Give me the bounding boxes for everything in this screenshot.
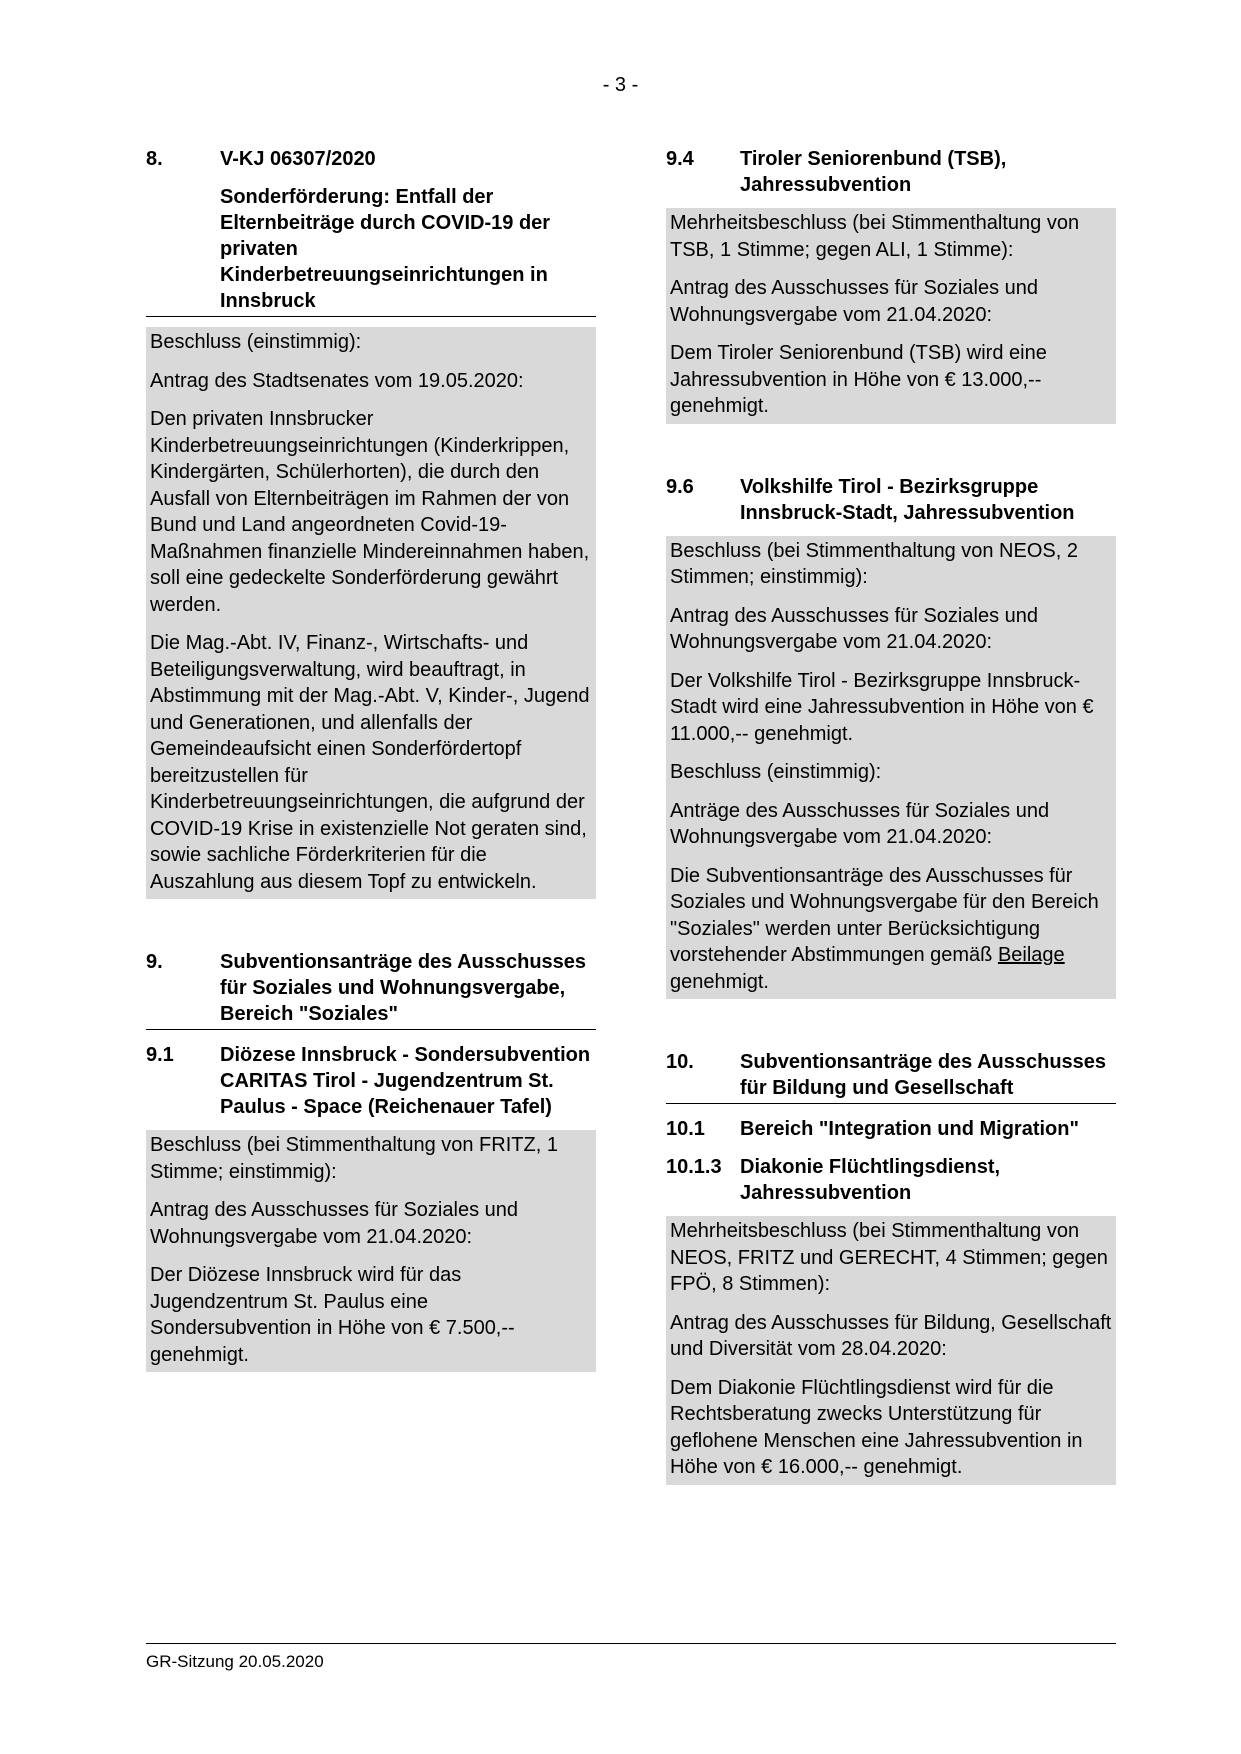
resolution-text: Mehrheitsbeschluss (bei Stimmenthaltung von NEOS, FRITZ und GERECHT, 4 Stimmen; gegen FPÖ, 8 Stimmen):	[670, 1220, 1108, 1295]
motion-text: Antrag des Ausschusses für Soziales und Wohnungsvergabe vom 21.04.2020:	[670, 277, 1038, 326]
section-title: Diözese Innsbruck - Sondersubvention CARITAS Tirol - Jugendzentrum St. Paulus - Space (Reichenauer Tafel)	[220, 1044, 591, 1118]
section-10	[666, 1049, 1116, 1104]
motion-text: Antrag des Ausschusses für Soziales und Wohnungsvergabe vom 21.04.2020:	[150, 1199, 518, 1248]
section-title: Subventionsanträge des Ausschusses für Bildung und Gesellschaft	[740, 1051, 1107, 1099]
section-number: 10.1	[666, 1118, 705, 1140]
section-title: Sonderförderung: Entfall der Elternbeiträge durch COVID-19 der privaten Kinderbetreuungseinrichtungen in Innsbruck	[146, 184, 596, 317]
section-number: 9.1	[146, 1044, 174, 1066]
attachment-link[interactable]: Beilage	[997, 944, 1065, 966]
body-text	[670, 863, 1112, 996]
resolution-box	[666, 536, 1116, 1000]
motion-text: Antrag des Ausschusses für Soziales und Wohnungsvergabe vom 21.04.2020:	[670, 604, 1038, 653]
section-title: Subventionsanträge des Ausschusses für Soziales und Wohnungsvergabe, Bereich "Soziales"	[220, 951, 587, 1025]
resolution-box	[666, 1216, 1116, 1485]
motion-text: Antrag des Stadtsenates vom 19.05.2020:	[150, 369, 524, 392]
body-text: Den privaten Innsbrucker Kinderbetreuungseinrichtungen (Kinderkrippen, Kindergärten, Schülerhorten), die durch den Ausfall von Elternbeiträgen im Rahmen der von Bund und Land angeordneten Covid-19-Maßnahmen finanzielle Mindereinnahmen haben, soll eine gedeckelte Sonderförderung gewährt werden.	[150, 408, 590, 616]
body-text: Dem Diakonie Flüchtlingsdienst wird für die Rechtsberatung zwecks Unterstützung für geflohene Menschen eine Jahressubvention in Höhe von € 16.000,-- genehmigt.	[670, 1376, 1083, 1478]
body-text-part: Die Subventionsanträge des Ausschusses für Soziales und Wohnungsvergabe für den Bereich "Soziales" werden unter Berücksichtigung vorstehender Abstimmungen gemäß	[670, 864, 1099, 966]
section-8	[146, 146, 596, 899]
resolution-box	[666, 208, 1116, 424]
body-text-part: genehmigt.	[670, 970, 769, 993]
resolution-text: Beschluss (bei Stimmenthaltung von NEOS, 2 Stimmen; einstimmig):	[670, 539, 1078, 588]
section-number: 9.	[146, 951, 163, 973]
resolution-box	[146, 1130, 596, 1372]
section-title: Tiroler Seniorenbund (TSB), Jahressubvention	[740, 148, 1007, 196]
section-title: Volkshilfe Tirol - Bezirksgruppe Innsbruck-Stadt, Jahressubvention	[740, 475, 1075, 524]
body-text: Dem Tiroler Seniorenbund (TSB) wird eine Jahressubvention in Höhe von € 13.000,-- genehmigt.	[670, 342, 1047, 417]
motion-text: Anträge des Ausschusses für Soziales und Wohnungsvergabe vom 21.04.2020:	[670, 799, 1050, 848]
resolution-box	[146, 327, 596, 899]
resolution-text: Beschluss (bei Stimmenthaltung von FRITZ, 1 Stimme; einstimmig):	[150, 1134, 558, 1183]
section-9-1	[146, 1042, 596, 1372]
resolution-text: Beschluss (einstimmig):	[150, 331, 362, 353]
section-number: 8.	[146, 148, 163, 170]
body-text: Der Volkshilfe Tirol - Bezirksgruppe Innsbruck-Stadt wird eine Jahressubvention in Höhe von € 11.000,-- genehmigt.	[670, 669, 1094, 745]
section-number: 10.	[666, 1051, 694, 1073]
resolution-text: Mehrheitsbeschluss (bei Stimmenthaltung von TSB, 1 Stimme; gegen ALI, 1 Stimme):	[670, 212, 1080, 261]
motion-text: Antrag des Ausschusses für Bildung, Gesellschaft und Diversität vom 28.04.2020:	[670, 1311, 1112, 1360]
footer-text: GR-Sitzung 20.05.2020	[146, 1652, 324, 1671]
footer-divider	[146, 1643, 1116, 1644]
body-text: Die Mag.-Abt. IV, Finanz-, Wirtschafts- und Beteiligungsverwaltung, wird beauftragt, in Abstimmung mit der Mag.-Abt. V, Kinder-, Jugend und Generationen, und allenfalls der Gemeindeaufsicht einen Sonderfördertopf bereitzustellen für Kinderbetreuungseinrichtungen, die aufgrund der COVID-19 Krise in existenzielle Not geraten sind, sowie sachliche Förderkriterien für die Auszahlung aus diesem Topf zu entwickeln.	[150, 632, 590, 893]
section-title: Bereich "Integration und Migration"	[740, 1118, 1079, 1140]
left-column	[146, 146, 596, 1372]
body-text: Der Diözese Innsbruck wird für das Jugendzentrum St. Paulus eine Sondersubvention in Höhe von € 7.500,-- genehmigt.	[150, 1264, 515, 1366]
resolution-text: Beschluss (einstimmig):	[670, 761, 882, 783]
section-number: 9.6	[666, 475, 694, 498]
section-number: 9.4	[666, 148, 694, 170]
section-code: V-KJ 06307/2020	[220, 148, 376, 170]
section-number: 10.1.3	[666, 1156, 722, 1178]
section-title: Diakonie Flüchtlingsdienst, Jahressubvention	[740, 1156, 1001, 1204]
section-9	[146, 949, 596, 1030]
section-10-1-3	[666, 1154, 1116, 1485]
section-10-1	[666, 1116, 1116, 1142]
section-9-4	[666, 146, 1116, 424]
section-9-6	[666, 474, 1116, 1000]
right-column	[666, 146, 1116, 1485]
page-number: - 3 -	[602, 74, 639, 96]
